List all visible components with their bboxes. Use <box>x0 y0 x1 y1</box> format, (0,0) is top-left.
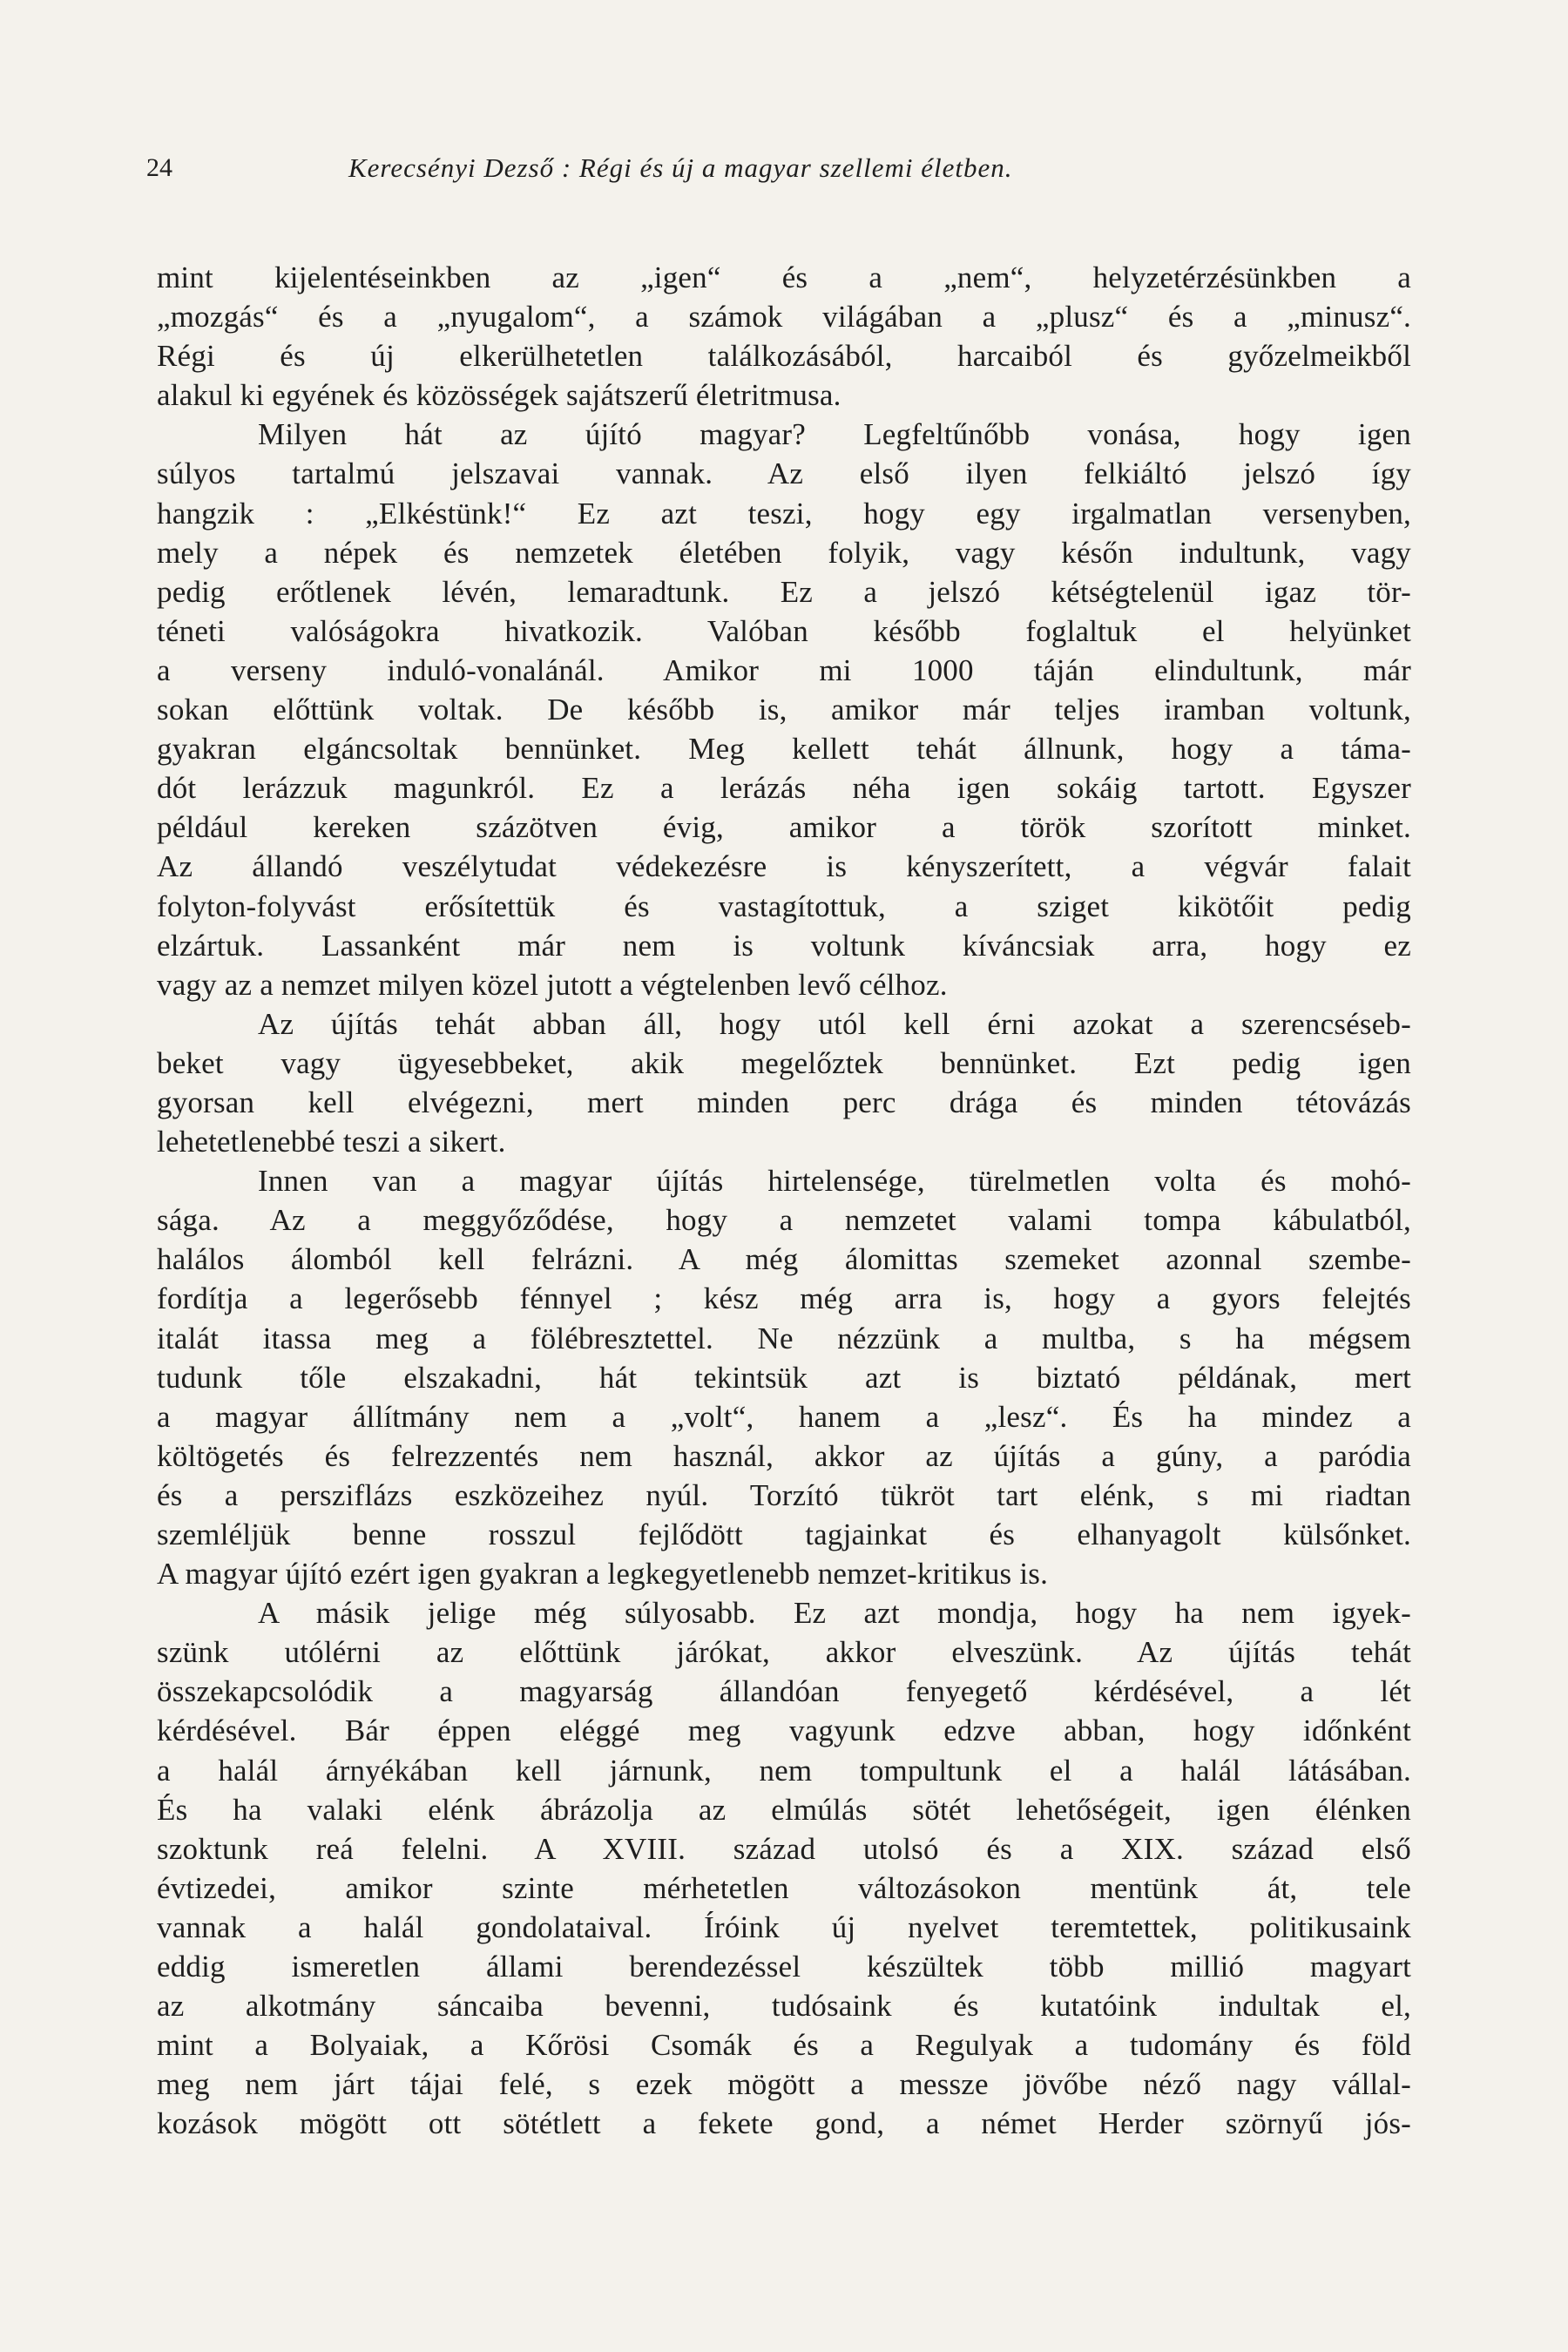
text-line: téneti valóságokra hivatkozik. Valóban később foglaltuk el helyünket <box>157 613 1411 648</box>
text-line: összekapcsolódik a magyarság állandóan fenyegető kérdésével, a lét <box>157 1674 1411 1709</box>
text-line: költögetés és felrezzentés nem használ, akkor az újítás a gúny, a paródia <box>157 1438 1411 1473</box>
text-line: tudunk tőle elszakadni, hát tekintsük azt is biztató példának, mert <box>157 1360 1411 1395</box>
text-line: sága. Az a meggyőződése, hogy a nemzetet valami tompa kábulatból, <box>157 1203 1411 1238</box>
text-line: Régi és új elkerülhetetlen találkozásából, harcaiból és győzelmeikből <box>157 339 1411 374</box>
text-line: mint kijelentéseinkben az „igen“ és a „nem“, helyzetérzésünkben a <box>157 260 1411 294</box>
text-line: gyorsan kell elvégezni, mert minden perc drága és minden tétovázás <box>157 1085 1411 1119</box>
text-line: italát itassa meg a fölébresztettel. Ne nézzünk a multba, s ha mégsem <box>157 1321 1411 1355</box>
text-line: alakul ki egyének és közösségek sajátszerű életritmusa. <box>157 378 841 413</box>
text-line: vagy az a nemzet milyen közel jutott a végtelenben levő célhoz. <box>157 967 948 1002</box>
text-line: szemléljük benne rosszul fejlődött tagjainkat és elhanyagolt külsőnket. <box>157 1517 1411 1551</box>
text-line: lehetetlenebbé teszi a sikert. <box>157 1125 506 1159</box>
running-head <box>131 146 1437 190</box>
text-line: elzártuk. Lassanként már nem is voltunk kíváncsiak arra, hogy ez <box>157 928 1411 963</box>
text-line: halálos álomból kell felrázni. A még álomittas szemeket azonnal szembe- <box>157 1242 1411 1277</box>
text-line: szünk utólérni az előttünk járókat, akkor elveszünk. Az újítás tehát <box>157 1635 1411 1670</box>
text-line: meg nem járt tájai felé, s ezek mögött a messze jövőbe néző nagy vállal- <box>157 2067 1411 2102</box>
text-line: pedig erőtlenek lévén, lemaradtunk. Ez a jelszó kétségtelenül igaz tör- <box>157 574 1411 609</box>
text-line: évtizedei, amikor szinte mérhetetlen változásokon mentünk át, tele <box>157 1870 1411 1905</box>
text-line: mely a népek és nemzetek életében folyik, vagy későn indultunk, vagy <box>157 535 1411 570</box>
text-line: „mozgás“ és a „nyugalom“, a számok világában a „plusz“ és a „minusz“. <box>157 300 1411 335</box>
text-line: Az állandó veszélytudat védekezésre is kényszerített, a végvár falait <box>157 849 1411 884</box>
text-line: a halál árnyékában kell járnunk, nem tompultunk el a halál látásában. <box>157 1753 1411 1788</box>
running-title: Kerecsényi Dezső : Régi és új a magyar szellemi életben. <box>348 152 1013 183</box>
text-line: sokan előttünk voltak. De később is, amikor már teljes iramban voltunk, <box>157 693 1411 727</box>
text-line: súlyos tartalmú jelszavai vannak. Az első ilyen felkiáltó jelszó így <box>157 456 1411 491</box>
text-line: mint a Bolyaiak, a Kőrösi Csomák és a Regulyak a tudomány és föld <box>157 2028 1411 2063</box>
text-line: kozások mögött ott sötétlett a fekete gond, a német Herder szörnyű jós- <box>157 2106 1411 2141</box>
page-number: 24 <box>146 153 172 182</box>
text-line: Az újítás tehát abban áll, hogy utól kell érni azokat a szerencséseb- <box>258 1006 1411 1041</box>
text-line: gyakran elgáncsoltak bennünket. Meg kellett tehát állnunk, hogy a táma- <box>157 732 1411 767</box>
text-line: a verseny induló-vonalánál. Amikor mi 1000 táján elindultunk, már <box>157 652 1411 687</box>
body-text <box>157 258 1411 2144</box>
text-line: szoktunk reá felelni. A XVIII. század utolsó és a XIX. század első <box>157 1831 1411 1866</box>
text-line: beket vagy ügyesebbeket, akik megelőztek bennünket. Ezt pedig igen <box>157 1045 1411 1080</box>
text-line: és a persziflázs eszközeihez nyúl. Torzító tükröt tart elénk, s mi riadtan <box>157 1477 1411 1512</box>
text-line: A magyar újító ezért igen gyakran a legkegyetlenebb nemzet-kritikus is. <box>157 1557 1049 1592</box>
text-line: a magyar állítmány nem a „volt“, hanem a „lesz“. És ha mindez a <box>157 1399 1411 1434</box>
text-line: És ha valaki elénk ábrázolja az elmúlás sötét lehetőségeit, igen élénken <box>157 1792 1411 1827</box>
text-line: A másik jelige még súlyosabb. Ez azt mondja, hogy ha nem igyek- <box>258 1596 1411 1631</box>
text-line: például kereken százötven évig, amikor a török szorított minket. <box>157 810 1411 845</box>
text-line: Innen van a magyar újítás hirtelensége, türelmetlen volta és mohó- <box>258 1164 1411 1199</box>
text-line: vannak a halál gondolataival. Íróink új nyelvet teremtettek, politikusaink <box>157 1909 1411 1944</box>
text-line: fordítja a legerősebb fénnyel ; kész még arra is, hogy a gyors felejtés <box>157 1281 1411 1316</box>
text-line: eddig ismeretlen állami berendezéssel készültek több millió magyart <box>157 1950 1411 1984</box>
text-line: hangzik : „Elkéstünk!“ Ez azt teszi, hogy egy irgalmatlan versenyben, <box>157 496 1411 531</box>
text-line: dót lerázzuk magunkról. Ez a lerázás néha igen sokáig tartott. Egyszer <box>157 771 1411 806</box>
text-line: kérdésével. Bár éppen eléggé meg vagyunk edzve abban, hogy időnként <box>157 1713 1411 1748</box>
text-line: az alkotmány sáncaiba bevenni, tudósaink és kutatóink indultak el, <box>157 1989 1411 2024</box>
text-line: folyton-folyvást erősítettük és vastagítottuk, a sziget kikötőit pedig <box>157 889 1411 923</box>
text-line: Milyen hát az újító magyar? Legfeltűnőbb vonása, hogy igen <box>258 417 1411 452</box>
